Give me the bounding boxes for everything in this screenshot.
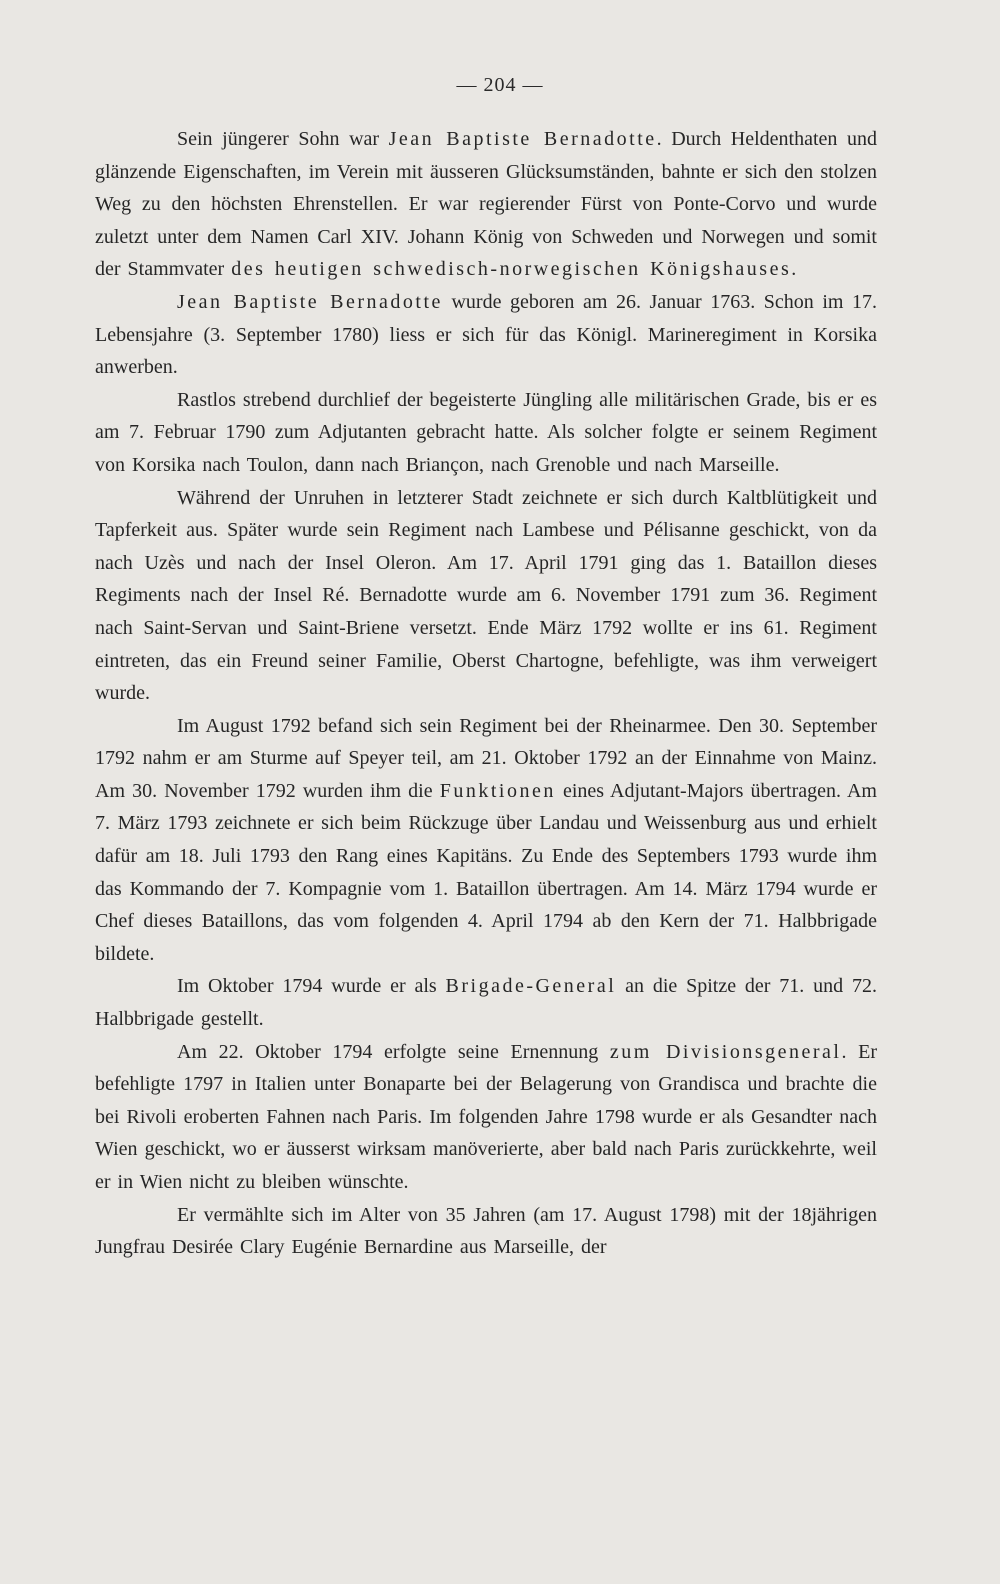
paragraph-8: Er vermählte sich im Alter von 35 Jahren (am 17. August 1798) mit der 18jährigen Jungfrau Desirée Clary Eugénie Bernardine aus Marseille, der (95, 1203, 877, 1259)
text-run: Im August 1792 befand sich sein Regiment bei der Rheinarmee. Den 30. September 1792 nahm er am Sturme auf Speyer teil, am 21. Oktober 1792 an der Einnahme von Mainz. Am 30. November 1792 wurden ihm die (95, 714, 877, 802)
spaced-text: Funktionen (439, 779, 556, 802)
text-run: . (791, 258, 797, 281)
paragraph-4: Während der Unruhen in letzterer Stadt zeichnete er sich durch Kaltblütigkeit und Tapferkeit aus. Später wurde sein Regiment nach Lambese und Pélisanne geschickt, von da nach Uzès und nach der Insel Oleron. Am 17. April 1791 ging das 1. Bataillon dieses Regiments nach der Insel Ré. Bernadotte wurde am 6. November 1791 zum 36. Regiment nach Saint-Servan und Saint-Briene versetzt. Ende März 1792 wollte er ins 61. Regiment eintreten, das ein Freund seiner Familie, Oberst Chartogne, befehligte, was ihm verweigert wurde. (95, 486, 877, 705)
text-run: . Durch Heldenthaten und glänzende Eigenschaften, im Verein mit äusseren Glücksumständen, bahnte er sich den stolzen Weg zu den höchsten Ehrenstellen. Er war regierender Fürst von Ponte-Corvo und wurde zuletzt unter dem Namen Carl XIV. Johann König von Schweden und Norwegen und somit der Stammvater (95, 128, 877, 281)
paragraph-2 (95, 286, 877, 384)
text-run: eines Adjutant-Majors übertragen. Am 7. März 1793 zeichnete er sich beim Rückzuge über Landau und Weissenburg aus und erhielt dafür am 18. Juli 1793 den Rang eines Kapitäns. Zu Ende des Septembers 1793 wurde ihm das Kommando der 7. Kompagnie vom 1. Bataillon übertragen. Am 14. März 1794 wurde er Chef dieses Bataillons, das vom folgenden 4. April 1794 ab den Kern der 71. Halbbrigade bildete. (95, 779, 877, 965)
text-run: wurde geboren am 26. Januar 1763. Schon im 17. Lebensjahre (3. September 1780) liess er sich für das Königl. Marineregiment in Korsika anwerben. (95, 290, 878, 379)
spaced-text: Brigade-General (445, 975, 617, 998)
page-number: — 204 — (456, 74, 544, 96)
text-run: an die Spitze der 71. und 72. Halbbrigade gestellt. (95, 975, 877, 1031)
body-text (95, 123, 877, 1264)
paragraph-3: Rastlos strebend durchlief der begeisterte Jüngling alle militärischen Grade, bis er es am 7. Februar 1790 zum Adjutanten gebracht hatte. Als solcher folgte er seinem Regiment von Korsika nach Toulon, dann nach Briançon, nach Grenoble und nach Marseille. (95, 388, 877, 476)
spaced-text: zum Divisionsgeneral (609, 1040, 842, 1063)
spaced-name: Jean Baptiste Bernadotte (388, 128, 657, 150)
text-run: Im Oktober 1794 wurde er als (177, 975, 446, 998)
text-run: Am 22. Oktober 1794 erfolgte seine Ernennung (177, 1040, 610, 1063)
paragraph-5 (95, 710, 877, 971)
text-run: Sein jüngerer Sohn war (177, 128, 389, 150)
text-run: . Er befehligte 1797 in Italien unter Bonaparte bei der Belagerung von Grandisca und brachte die bei Rivoli eroberten Fahnen nach Paris. Im folgenden Jahre 1798 wurde er als Gesandter nach Wien geschickt, wo er äusserst wirksam manöverierte, aber bald nach Paris zurückkehrte, weil er in Wien nicht zu bleiben wünschte. (95, 1040, 877, 1193)
spaced-text: des heutigen schwedisch-norwegischen Königshauses (231, 258, 792, 281)
paragraph-1 (95, 123, 877, 286)
paragraph-7 (95, 1036, 877, 1199)
spaced-name: Jean Baptiste Bernadotte (177, 290, 443, 313)
paragraph-6 (95, 970, 877, 1035)
